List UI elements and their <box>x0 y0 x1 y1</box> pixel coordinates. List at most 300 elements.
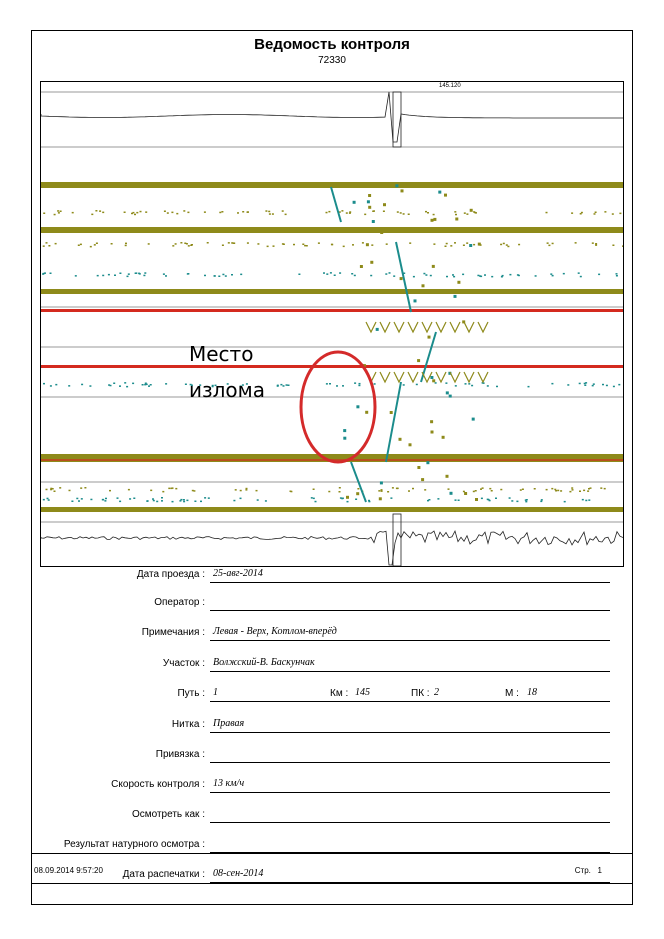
echo-dot <box>489 488 491 490</box>
notes-value: Левая - Верх, Котлом-вперёд <box>213 626 337 637</box>
echo-dot <box>200 501 202 503</box>
echo-dot <box>156 501 158 503</box>
echo-dot <box>43 273 45 275</box>
echo-dot <box>80 487 82 489</box>
echo-cluster-dot <box>395 184 398 187</box>
echo-cluster-dot <box>356 405 359 408</box>
echo-dot <box>114 275 116 277</box>
echo-dot <box>144 384 146 386</box>
rail-value: Правая <box>213 718 245 729</box>
echo-dot <box>445 246 447 248</box>
echo-cluster-dot <box>417 359 420 362</box>
echo-dot <box>163 273 165 275</box>
echo-dot <box>453 276 455 278</box>
echo-dot <box>475 212 477 214</box>
echo-dot <box>355 499 357 501</box>
echo-cluster-dot <box>430 420 433 423</box>
echo-dot <box>145 383 147 385</box>
echo-cluster-dot <box>446 475 449 478</box>
section-underline <box>210 671 610 672</box>
echo-cluster-dot <box>431 219 434 222</box>
echo-dot <box>108 274 110 276</box>
echo-dot <box>392 487 394 489</box>
echo-dot <box>329 383 331 385</box>
echo-dot <box>466 242 468 244</box>
echo-dot <box>571 212 573 214</box>
echo-dot <box>330 272 332 274</box>
v-echo <box>408 372 418 382</box>
echo-dot <box>269 213 271 215</box>
echo-dot <box>613 386 615 388</box>
echo-dot <box>50 385 52 387</box>
echo-dot <box>340 497 342 499</box>
echo-dot <box>546 489 548 491</box>
echo-cluster-dot <box>478 243 481 246</box>
echo-cluster-dot <box>455 218 458 221</box>
echo-dot <box>454 211 456 213</box>
echo-dot <box>364 214 366 216</box>
echo-dot <box>69 490 71 492</box>
print-date-value: 08-сен-2014 <box>213 868 264 879</box>
echo-dot <box>341 210 343 212</box>
echo-dot <box>346 212 348 214</box>
echo-dot <box>413 276 415 278</box>
echo-dot <box>525 501 527 503</box>
crack-streak <box>386 382 401 462</box>
echo-dot <box>403 384 405 386</box>
echo-dot <box>171 488 173 490</box>
echo-dot <box>588 488 590 490</box>
echo-dot <box>75 275 77 277</box>
echo-dot <box>150 490 152 492</box>
echo-dot <box>187 273 189 275</box>
bottom-waveform <box>41 531 623 565</box>
echo-dot <box>186 500 188 502</box>
v-echo <box>366 322 376 332</box>
echo-dot <box>111 243 113 245</box>
echo-dot <box>487 385 489 387</box>
echo-dot <box>180 242 182 244</box>
echo-dot <box>102 212 104 214</box>
echo-dot <box>235 489 237 491</box>
echo-cluster-dot <box>376 328 379 331</box>
echo-dot <box>90 246 92 248</box>
echo-dot <box>55 384 57 386</box>
echo-cluster-dot <box>417 466 420 469</box>
echo-dot <box>593 383 595 385</box>
echo-dot <box>221 211 223 213</box>
echo-dot <box>78 500 80 502</box>
echo-dot <box>119 501 121 503</box>
echo-dot <box>594 213 596 215</box>
echo-dot <box>339 272 341 274</box>
echo-dot <box>354 382 356 384</box>
row-date <box>32 567 632 583</box>
echo-dot <box>304 245 306 247</box>
echo-dot <box>347 501 349 503</box>
section-value: Волжский-В. Баскунчак <box>213 657 315 668</box>
echo-dot <box>462 274 464 276</box>
echo-dot <box>540 501 542 503</box>
echo-dot <box>606 385 608 387</box>
echo-dot <box>370 275 372 277</box>
echo-dot <box>71 501 73 503</box>
echo-dot <box>132 383 134 385</box>
echo-dot <box>416 384 418 386</box>
echo-dot <box>458 500 460 502</box>
top-spike-marker <box>393 92 401 147</box>
echo-dot <box>491 490 493 492</box>
echo-dot <box>225 275 227 277</box>
echo-dot <box>604 211 606 213</box>
echo-dot <box>551 383 553 385</box>
echo-dot <box>109 490 111 492</box>
echo-dot <box>95 210 97 212</box>
echo-cluster-dot <box>360 265 363 268</box>
echo-dot <box>507 246 509 248</box>
echo-dot <box>427 212 429 214</box>
echo-cluster-dot <box>446 391 449 394</box>
echo-dot <box>412 488 414 490</box>
print-date-label: Дата распечатки : <box>122 869 205 880</box>
echo-cluster-dot <box>368 194 371 197</box>
echo-dot <box>616 275 618 277</box>
echo-dot <box>257 499 259 501</box>
echo-dot <box>233 500 235 502</box>
echo-dot <box>185 384 187 386</box>
inspect-as-label: Осмотреть как : <box>131 809 205 820</box>
echo-dot <box>188 245 190 247</box>
echo-dot <box>389 272 391 274</box>
echo-dot <box>551 488 553 490</box>
echo-dot <box>165 275 167 277</box>
echo-dot <box>584 385 586 387</box>
echo-dot <box>567 384 569 386</box>
echo-dot <box>72 212 74 214</box>
echo-dot <box>484 274 486 276</box>
echo-dot <box>247 242 249 244</box>
echo-dot <box>161 497 163 499</box>
v-echo <box>394 372 404 382</box>
echo-dot <box>588 499 590 501</box>
echo-dot <box>477 275 479 277</box>
v-echo <box>450 322 460 332</box>
echo-dot <box>47 498 49 500</box>
echo-dot <box>282 210 284 212</box>
echo-dot <box>81 498 83 500</box>
echo-cluster-dot <box>444 194 447 197</box>
echo-dot <box>572 489 574 491</box>
echo-cluster-dot <box>379 497 382 500</box>
echo-dot <box>555 490 557 492</box>
echo-dot <box>455 214 457 216</box>
echo-dot <box>359 383 361 385</box>
echo-cluster-dot <box>380 231 383 234</box>
echo-dot <box>481 498 483 500</box>
v-echo <box>380 322 390 332</box>
echo-dot <box>68 385 70 387</box>
echo-dot <box>336 385 338 387</box>
echo-dot <box>475 490 477 492</box>
top-waveform <box>41 92 624 142</box>
echo-dot <box>183 499 185 501</box>
echo-dot <box>46 242 48 244</box>
echo-dot <box>240 490 242 492</box>
echo-dot <box>110 385 112 387</box>
echo-dot <box>455 499 457 501</box>
v-echo <box>422 322 432 332</box>
echo-dot <box>94 244 96 246</box>
echo-dot <box>582 499 584 501</box>
echo-dot <box>176 213 178 215</box>
echo-dot <box>124 382 126 384</box>
echo-dot <box>374 383 376 385</box>
operator-label: Оператор : <box>154 597 205 608</box>
section-label: Участок : <box>162 658 205 669</box>
echo-dot <box>408 490 410 492</box>
binding-label: Привязка : <box>155 749 205 760</box>
echo-dot <box>147 500 149 502</box>
echo-cluster-dot <box>399 438 402 441</box>
echo-dot <box>180 499 182 501</box>
location-underline <box>210 701 610 702</box>
echo-dot <box>534 488 536 490</box>
echo-dot <box>247 211 249 213</box>
echo-dot <box>125 243 127 245</box>
echo-dot <box>267 246 269 248</box>
annotation-line-1: Место <box>189 342 254 366</box>
echo-dot <box>165 383 167 385</box>
olive-band <box>41 227 624 233</box>
echo-dot <box>302 244 304 246</box>
echo-dot <box>222 245 224 247</box>
echo-dot <box>89 385 91 387</box>
echo-dot <box>471 385 473 387</box>
echo-dot <box>473 244 475 246</box>
echo-dot <box>256 490 258 492</box>
date-value: 25-авг-2014 <box>213 568 263 579</box>
echo-dot <box>428 499 430 501</box>
echo-dot <box>592 242 594 244</box>
echo-dot <box>104 500 106 502</box>
echo-dot <box>585 500 587 502</box>
row-print-date <box>32 867 632 883</box>
echo-dot <box>349 212 351 214</box>
binding-underline <box>210 762 610 763</box>
olive-band <box>41 289 624 294</box>
echo-dot <box>219 212 221 214</box>
echo-dot <box>595 244 597 246</box>
echo-dot <box>502 275 504 277</box>
date-underline <box>210 582 610 583</box>
echo-dot <box>546 212 548 214</box>
v-echo <box>450 372 460 382</box>
echo-dot <box>144 272 146 274</box>
echo-dot <box>482 487 484 489</box>
echo-dot <box>400 212 402 214</box>
echo-dot <box>58 212 60 214</box>
echo-dot <box>548 245 550 247</box>
echo-dot <box>509 497 511 499</box>
echo-dot <box>450 245 452 247</box>
echo-cluster-dot <box>380 481 383 484</box>
echo-dot <box>433 214 435 216</box>
echo-dot <box>425 274 427 276</box>
echo-dot <box>386 243 388 245</box>
echo-dot <box>390 497 392 499</box>
echo-dot <box>280 384 282 386</box>
report-title: Ведомость контроля <box>254 36 410 53</box>
echo-dot <box>283 385 285 387</box>
echo-cluster-dot <box>432 379 435 382</box>
echo-dot <box>393 275 395 277</box>
inspect-as-underline <box>210 822 610 823</box>
echo-cluster-dot <box>438 191 441 194</box>
echo-dot <box>105 498 107 500</box>
echo-dot <box>403 213 405 215</box>
echo-dot <box>99 210 101 212</box>
echo-dot <box>124 212 126 214</box>
echo-dot <box>433 243 435 245</box>
echo-dot <box>463 491 465 493</box>
echo-dot <box>313 498 315 500</box>
echo-dot <box>326 383 328 385</box>
echo-dot <box>193 490 195 492</box>
echo-dot <box>222 274 224 276</box>
echo-dot <box>578 272 580 274</box>
rail-label: Нитка : <box>171 719 205 730</box>
echo-dot <box>516 501 518 503</box>
echo-dot <box>408 214 410 216</box>
echo-dot <box>78 245 80 247</box>
echo-dot <box>119 385 121 387</box>
echo-dot <box>139 273 141 275</box>
echo-dot <box>277 385 279 387</box>
track-value: 1 <box>213 687 218 698</box>
echo-cluster-dot <box>430 376 433 379</box>
echo-dot <box>468 383 470 385</box>
notes-label: Примечания : <box>141 627 205 638</box>
echo-cluster-dot <box>461 183 464 186</box>
olive-band <box>41 182 624 188</box>
v-echo <box>394 322 404 332</box>
echo-dot <box>592 385 594 387</box>
echo-dot <box>142 384 144 386</box>
echo-dot <box>204 275 206 277</box>
echo-dot <box>145 211 147 213</box>
echo-dot <box>575 242 577 244</box>
echo-dot <box>547 242 549 244</box>
echo-dot <box>387 491 389 493</box>
echo-dot <box>446 243 448 245</box>
v-echo <box>408 322 418 332</box>
echo-dot <box>171 212 173 214</box>
echo-dot <box>560 490 562 492</box>
echo-dot <box>579 491 581 493</box>
echo-cluster-dot <box>426 461 429 464</box>
echo-dot <box>381 490 383 492</box>
echo-cluster-dot <box>369 230 372 233</box>
echo-dot <box>272 213 274 215</box>
echo-dot <box>503 243 505 245</box>
echo-dot <box>550 273 552 275</box>
echo-dot <box>218 276 220 278</box>
echo-dot <box>245 489 247 491</box>
echo-dot <box>84 487 86 489</box>
footer-divider-top <box>32 853 632 854</box>
echo-cluster-dot <box>421 478 424 481</box>
echo-dot <box>128 489 130 491</box>
echo-dot <box>80 244 82 246</box>
speed-label: Скорость контроля : <box>111 779 205 790</box>
echo-dot <box>273 245 275 247</box>
echo-dot <box>581 212 583 214</box>
echo-dot <box>233 242 235 244</box>
echo-cluster-dot <box>472 418 475 421</box>
crack-streak <box>331 187 341 222</box>
echo-dot <box>175 243 177 245</box>
print-timestamp: 08.09.2014 9:57:20 <box>34 866 103 875</box>
echo-dot <box>331 244 333 246</box>
echo-dot <box>283 244 285 246</box>
echo-dot <box>554 489 556 491</box>
echo-dot <box>352 244 354 246</box>
echo-dot <box>334 275 336 277</box>
echo-dot <box>117 497 119 499</box>
echo-dot <box>231 274 233 276</box>
echo-dot <box>326 273 328 275</box>
echo-dot <box>50 488 52 490</box>
v-echo <box>478 322 488 332</box>
echo-dot <box>342 385 344 387</box>
echo-dot <box>186 243 188 245</box>
m-label: М : <box>505 688 519 699</box>
echo-dot <box>214 275 216 277</box>
echo-dot <box>381 489 383 491</box>
v-echo <box>380 372 390 382</box>
echo-dot <box>437 498 439 500</box>
page-label: Стр. <box>574 866 591 875</box>
echo-dot <box>506 244 508 246</box>
echo-dot <box>136 212 138 214</box>
echo-dot <box>552 275 554 277</box>
echo-dot <box>525 499 527 501</box>
echo-dot <box>604 488 606 490</box>
echo-cluster-dot <box>454 295 457 298</box>
echo-dot <box>595 212 597 214</box>
echo-dot <box>48 499 50 501</box>
flaw-detection-chart <box>40 81 624 567</box>
echo-cluster-dot <box>368 206 371 209</box>
echo-dot <box>518 244 520 246</box>
echo-dot <box>148 243 150 245</box>
report-sheet <box>31 30 633 905</box>
row-binding <box>32 747 632 763</box>
echo-dot <box>518 275 520 277</box>
echo-dot <box>583 490 585 492</box>
echo-cluster-dot <box>400 277 403 280</box>
echo-dot <box>535 275 537 277</box>
echo-cluster-dot <box>442 436 445 439</box>
echo-dot <box>46 489 48 491</box>
echo-dot <box>500 489 502 491</box>
echo-cluster-dot <box>469 244 472 247</box>
row-section <box>32 656 632 672</box>
echo-cluster-dot <box>343 429 346 432</box>
speed-underline <box>210 792 610 793</box>
echo-dot <box>143 275 145 277</box>
echo-dot <box>342 498 344 500</box>
